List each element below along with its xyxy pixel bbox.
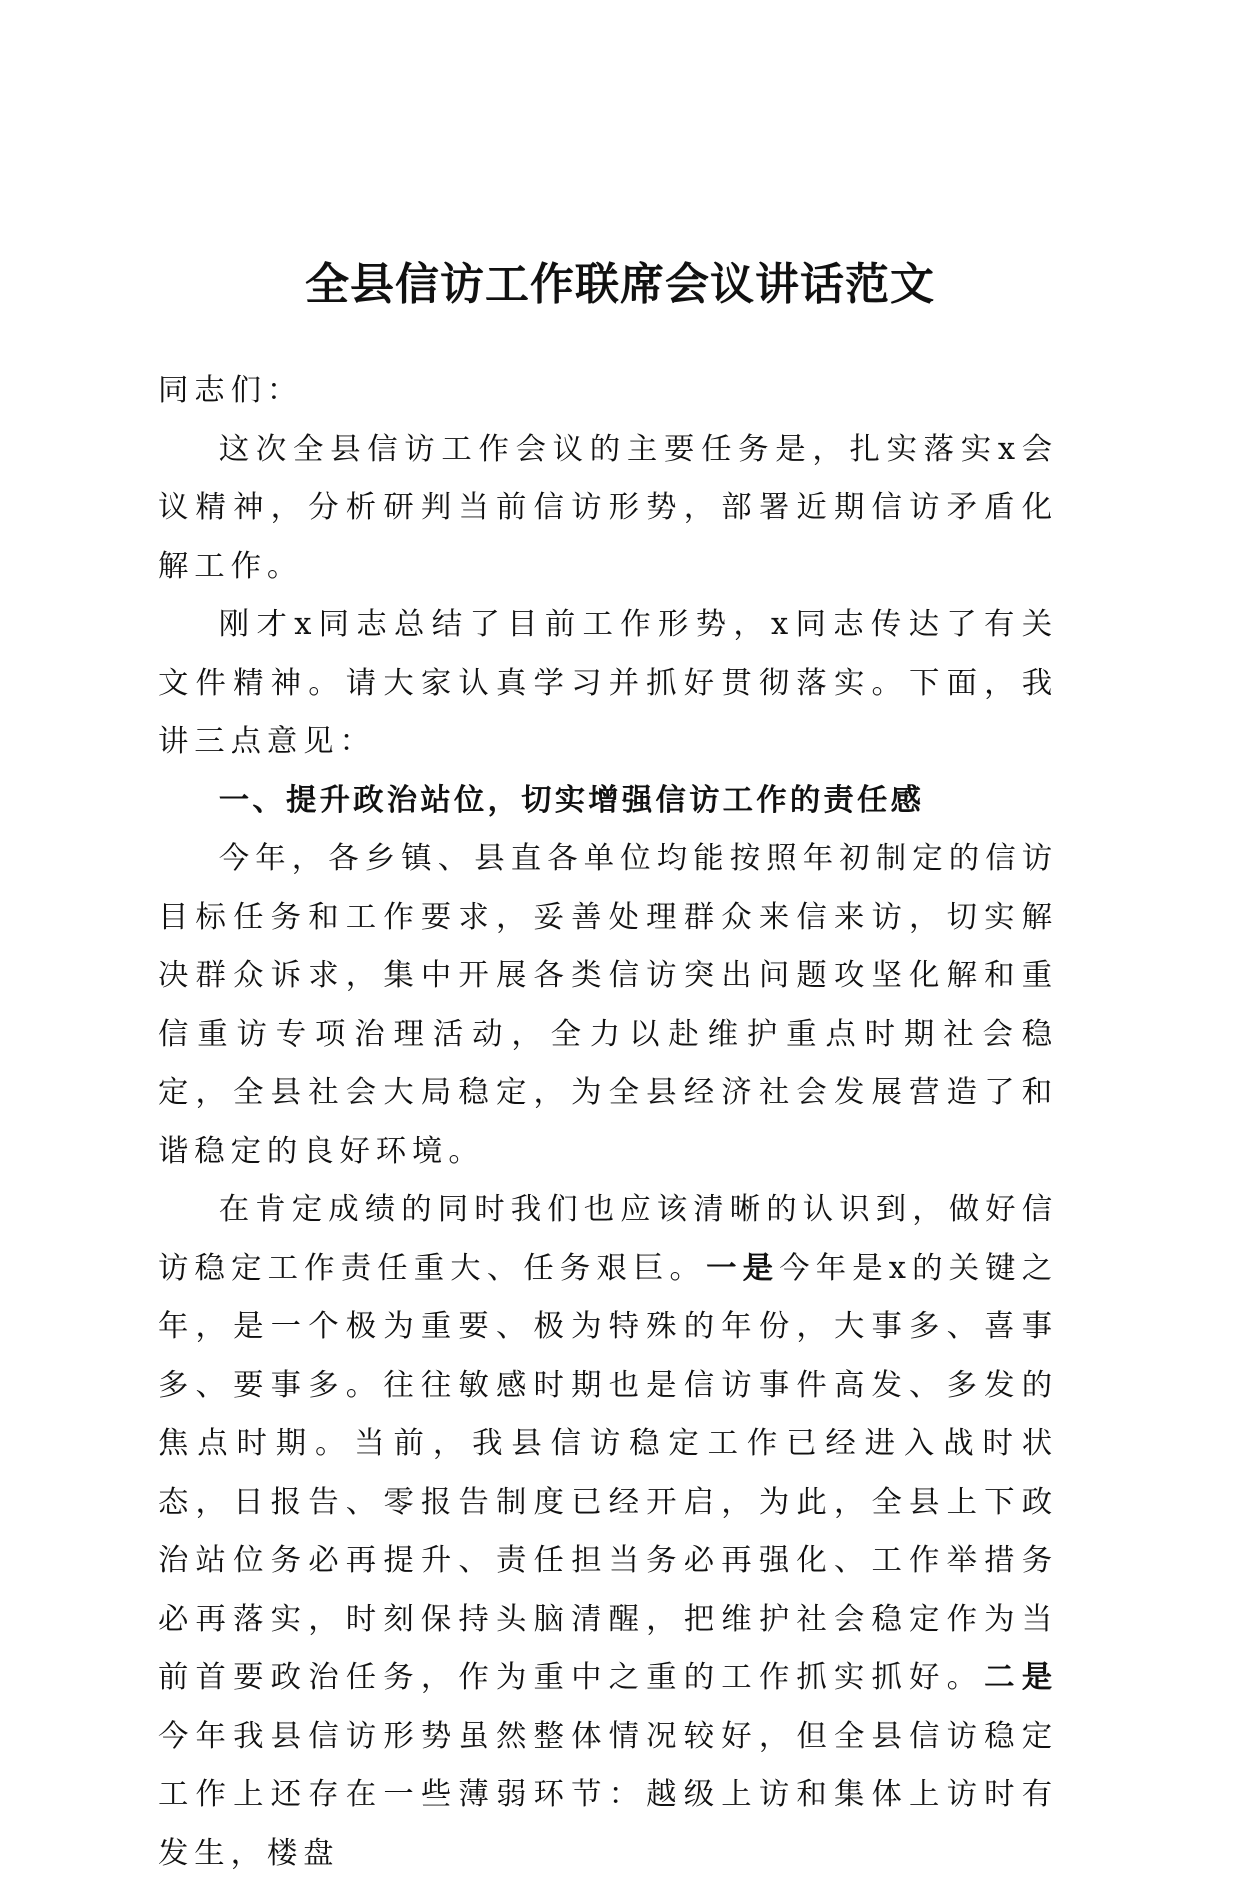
paragraph-4-text-3: 今年我县信访形势虽然整体情况较好，但全县信访稳定工作上还存在一些薄弱环节：越级上访和集体上访时有发生，楼盘 <box>158 1718 1058 1871</box>
paragraph-3: 今年，各乡镇、县直各单位均能按照年初制定的信访目标任务和工作要求，妥善处理群众来信来访，切实解决群众诉求，集中开展各类信访突出问题攻坚化解和重信重访专项治理活动，全力以赴维护重点时期社会稳定，全县社会大局稳定，为全县经济社会发展营造了和谐稳定的良好环境。 <box>158 841 1058 1169</box>
section-heading-1: 一、提升政治站位，切实增强信访工作的责任感 <box>218 782 925 818</box>
paragraph-4-text-1: 在肯定成绩的同时我们也应该清晰的认识到，做好信访稳定工作责任重大、任务艰巨。 <box>158 1192 1058 1286</box>
document-body <box>158 362 1058 1883</box>
emphasis-second-point: 二是 <box>984 1660 1058 1695</box>
paragraph-1: 这次全县信访工作会议的主要任务是，扎实落实x会议精神，分析研判当前信访形势，部署近期信访矛盾化解工作。 <box>158 431 1058 584</box>
emphasis-first-point: 一是 <box>706 1250 780 1286</box>
paragraph-4-text-2: 今年是x的关键之年，是一个极为重要、极为特殊的年份，大事多、喜事多、要事多。往往敏感时期也是信访事件高发、多发的焦点时期。当前，我县信访稳定工作已经进入战时状态，日报告、零报告制度已经开启，为此，全县上下政治站位务必再提升、责任担当务必再强化、工作举措务必再落实，时刻保持头脑清醒，把维护社会稳定作为当前首要政治任务，作为重中之重的工作抓实抓好。 <box>158 1250 1058 1695</box>
paragraph-4 <box>158 1181 1058 1883</box>
paragraph-2: 刚才x同志总结了目前工作形势，x同志传达了有关文件精神。请大家认真学习并抓好贯彻落实。下面，我讲三点意见： <box>158 607 1058 759</box>
salutation: 同志们： <box>158 373 304 408</box>
document-title: 全县信访工作联席会议讲话范文 <box>305 259 935 310</box>
